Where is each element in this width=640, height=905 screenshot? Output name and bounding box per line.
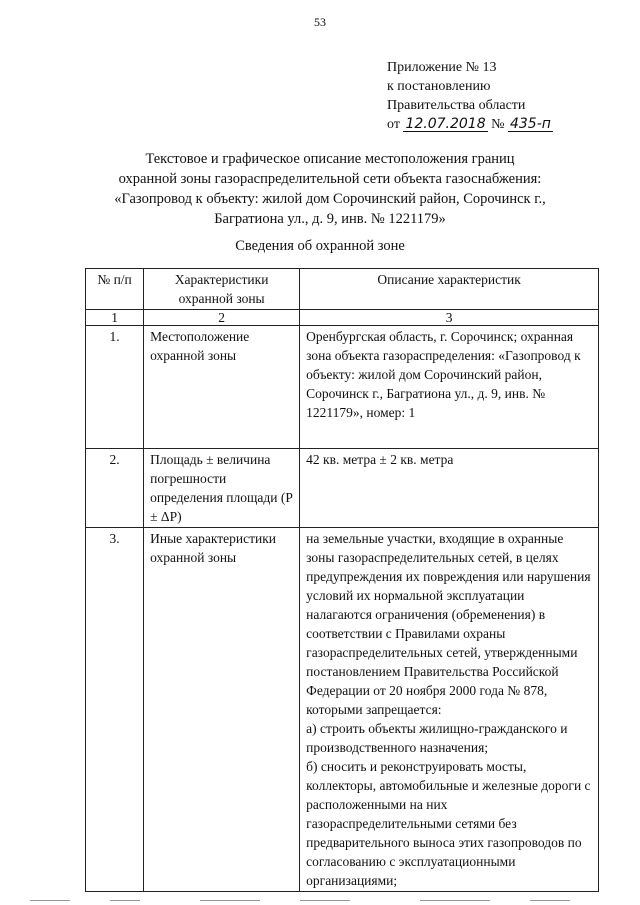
appendix-line-3: Правительства области bbox=[387, 98, 526, 113]
section-subtitle: Сведения об охранной зоне bbox=[235, 238, 405, 254]
table-row bbox=[86, 326, 599, 449]
column-number-1: 1 bbox=[86, 310, 144, 326]
row-description: Оренбургская область, г. Сорочинск; охранная зона объекта газораспределения: «Газопровод к объекту: жилой дом Сорочинский район, Сорочинск г., Багратиона ул., д. 9, инв. № 1221179», номер: 1 bbox=[300, 326, 599, 449]
column-number-row bbox=[86, 310, 599, 326]
description-item-b: б) сносить и реконструировать мосты, коллекторы, автомобильные и железные дороги с расположенными на них газораспределительными сетями без предварительного выноса этих газопроводов по согласованию с эксплуатационными организациями; bbox=[306, 759, 591, 888]
row-number: 3. bbox=[86, 528, 144, 892]
header-number: № п/п bbox=[86, 269, 144, 310]
appendix-date-line bbox=[387, 115, 553, 134]
column-number-3: 3 bbox=[300, 310, 599, 326]
title-line-1: Текстовое и графическое описание местоположения границ bbox=[145, 151, 515, 167]
protection-zone-table bbox=[85, 268, 599, 892]
row-description bbox=[300, 528, 599, 892]
appendix-line-1: Приложение № 13 bbox=[387, 60, 497, 75]
row-name: Местоположение охранной зоны bbox=[144, 326, 300, 449]
row-description: 42 кв. метра ± 2 кв. метра bbox=[300, 449, 599, 528]
appendix-block bbox=[387, 58, 553, 134]
handwritten-date: 12.07.2018 bbox=[405, 116, 486, 132]
number-prefix: № bbox=[491, 117, 505, 132]
title-line-4: Багратиона ул., д. 9, инв. № 1221179» bbox=[214, 211, 446, 227]
date-prefix: от bbox=[387, 117, 400, 132]
description-item-a: а) строить объекты жилищно-гражданского и производственного назначения; bbox=[306, 721, 568, 755]
document-title bbox=[60, 149, 600, 229]
table-row bbox=[86, 449, 599, 528]
header-row bbox=[86, 269, 599, 310]
table-row bbox=[86, 528, 599, 892]
description-paragraph: на земельные участки, входящие в охранные зоны газораспределительных сетей, в целях предупреждения их повреждения или нарушения условий их нормальной эксплуатации налагаются ограничения (обременения) в соответствии с Правилами охраны газораспределительных сетей, утвержденными постановлением Правительства Российской Федерации от 20 ноября 2000 года № 878, которыми запрещается: bbox=[306, 531, 591, 717]
title-line-2: охранной зоны газораспределительной сети объекта газоснабжения: bbox=[118, 171, 542, 187]
appendix-line-2: к постановлению bbox=[387, 79, 491, 94]
row-name: Площадь ± величина погрешности определения площади (P ± ΔP) bbox=[144, 449, 300, 528]
title-line-3: «Газопровод к объекту: жилой дом Сорочинский район, Сорочинск г., bbox=[114, 191, 546, 207]
header-description: Описание характеристик bbox=[300, 269, 599, 310]
row-number: 2. bbox=[86, 449, 144, 528]
column-number-2: 2 bbox=[144, 310, 300, 326]
header-characteristics: Характеристики охранной зоны bbox=[144, 269, 300, 310]
page-number: 53 bbox=[314, 15, 326, 29]
scan-edge-marks bbox=[0, 895, 640, 903]
row-name: Иные характеристики охранной зоны bbox=[144, 528, 300, 892]
handwritten-number: 435-п bbox=[509, 116, 551, 132]
row-number: 1. bbox=[86, 326, 144, 449]
